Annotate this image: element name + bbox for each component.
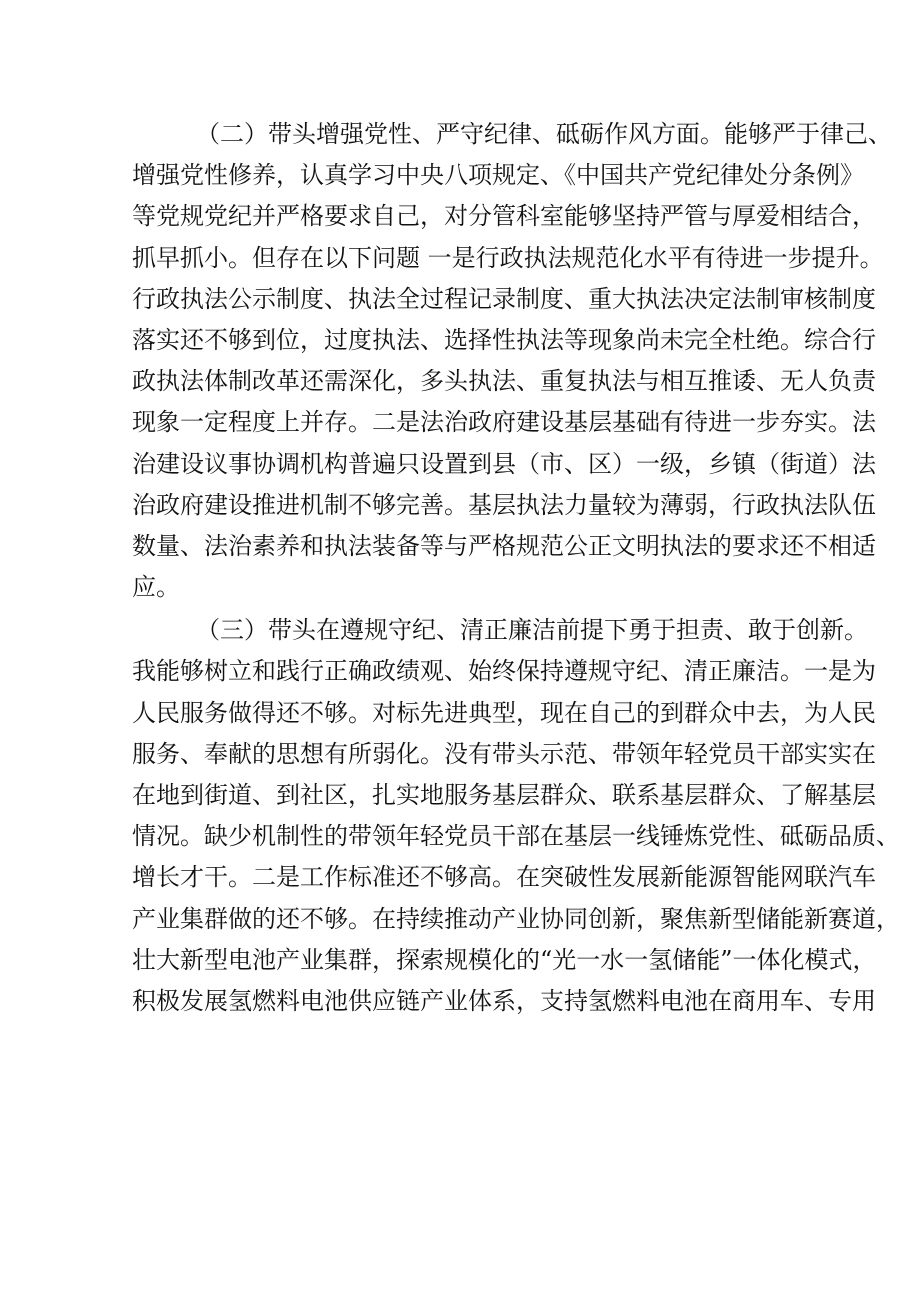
- text-line: 政执法体制改革还需深化，多头执法、重复执法与相互推诿、无人负责: [132, 367, 876, 396]
- paragraph-section-2: [132, 114, 892, 608]
- text-line: 等党规党纪并严格要求自己，对分管科室能够坚持严管与厚爱相结合，: [132, 202, 876, 231]
- text-line: 服务、奉献的思想有所弱化。没有带头示范、带领年轻党员干部实实在: [132, 739, 876, 768]
- text-line: 增长才干。二是工作标准还不够高。在突破性发展新能源智能网联汽车: [132, 863, 876, 892]
- text-line: 抓早抓小。但存在以下问题 一是行政执法规范化水平有待进一步提升。: [132, 243, 884, 272]
- document-body: [132, 114, 900, 1022]
- paragraph-section-3: [132, 610, 900, 1022]
- text-line: 行政执法公示制度、执法全过程记录制度、重大执法决定法制审核制度: [132, 284, 876, 313]
- text-line: 治政府建设推进机制不够完善。基层执法力量较为薄弱，行政执法队伍: [132, 490, 876, 519]
- text-line: 壮大新型电池产业集群，探索规模化的“光一水一氢储能”一体化模式，: [132, 945, 877, 974]
- text-line: 落实还不够到位，过度执法、选择性执法等现象尚未完全杜绝。综合行: [132, 325, 876, 354]
- text-line: （三）带头在遵规守纪、清正廉洁前提下勇于担责、敢于创新。: [196, 616, 868, 645]
- text-line: 积极发展氢燃料电池供应链产业体系，支持氢燃料电池在商用车、专用: [132, 986, 876, 1015]
- text-line: 我能够树立和践行正确政绩观、始终保持遵规守纪、清正廉洁。一是为: [132, 657, 876, 686]
- text-line: 产业集群做的还不够。在持续推动产业协同创新，聚焦新型储能新赛道，: [132, 904, 900, 933]
- text-line: 情况。缺少机制性的带领年轻党员干部在基层一线锤炼党性、砥砺品质、: [132, 822, 900, 851]
- text-line: 在地到街道、到社区，扎实地服务基层群众、联系基层群众、了解基层: [132, 781, 876, 809]
- text-line: 人民服务做得还不够。对标先进典型，现在自己的到群众中去，为人民: [132, 698, 876, 727]
- text-line: 应。: [132, 573, 180, 602]
- text-line: 增强党性修养，认真学习中央八项规定、《中国共产党纪律处分条例》: [132, 161, 864, 190]
- text-line: （二）带头增强党性、严守纪律、砥砺作风方面。能够严于律己、: [196, 120, 892, 148]
- text-line: 数量、法治素养和执法装备等与严格规范公正文明执法的要求还不相适: [132, 531, 876, 560]
- text-line: 治建设议事协调机构普遍只设置到县（市、区）一级，乡镇（街道）法: [132, 449, 876, 478]
- text-line: 现象一定程度上并存。二是法治政府建设基层基础有待进一步夯实。法: [132, 408, 876, 437]
